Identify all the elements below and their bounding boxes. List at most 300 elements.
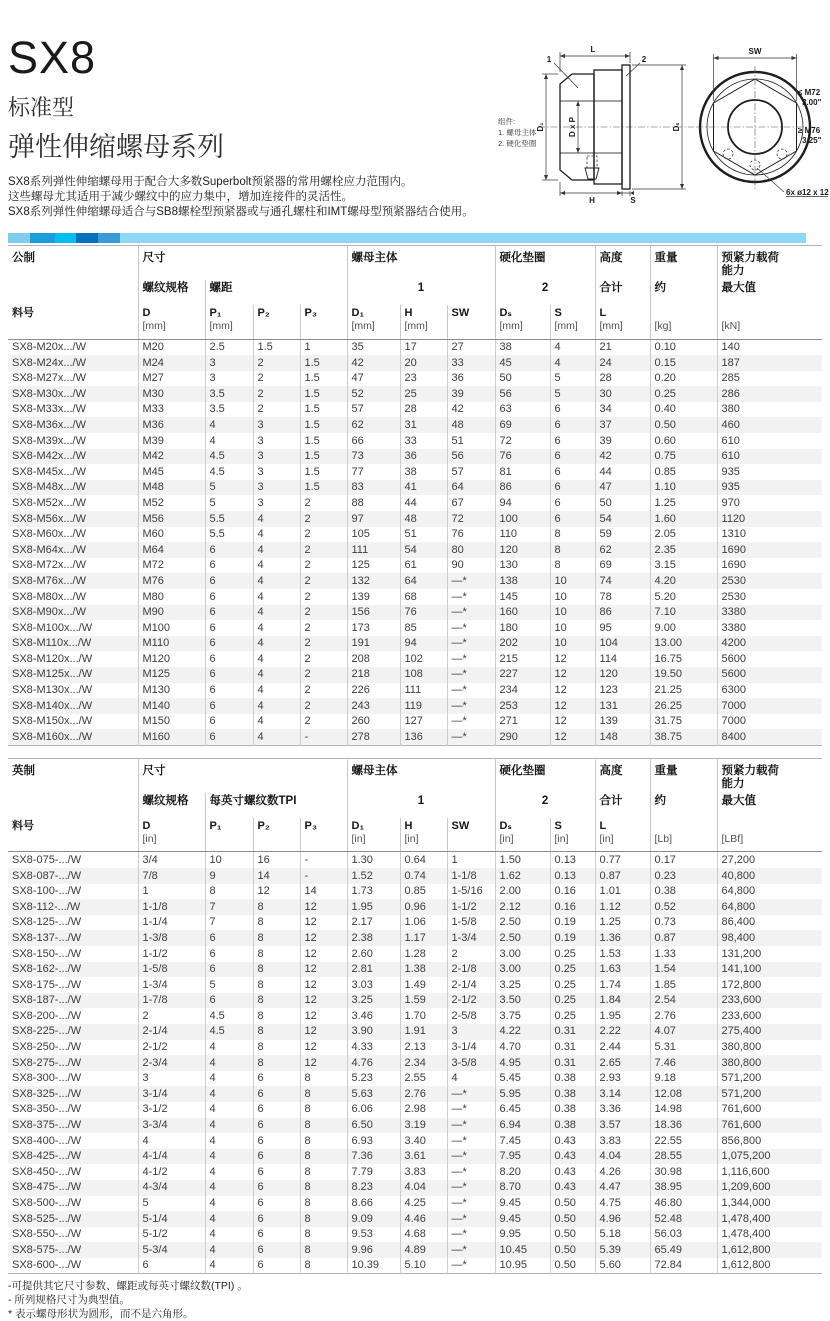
value-cell: 1-5/8 [138, 962, 205, 978]
value-cell: 8 [550, 527, 595, 543]
value-cell: 2.17 [347, 915, 400, 931]
header-cell: 合计 [595, 280, 650, 305]
value-cell: 12 [300, 977, 347, 993]
header-row [8, 818, 822, 852]
value-cell: 1.36 [595, 930, 650, 946]
value-cell: 6 [550, 495, 595, 511]
value-cell: 2.5 [205, 339, 253, 355]
header-cell: 最大值 [717, 793, 822, 818]
part-number-cell: SX8-100-.../W [12, 885, 82, 898]
value-cell: 1.84 [595, 993, 650, 1009]
value-cell: 5.5 [205, 511, 253, 527]
value-cell: 6 [253, 1118, 300, 1134]
value-cell: 6 [253, 1164, 300, 1180]
value-cell: 17 [400, 339, 447, 355]
value-cell: 4.47 [595, 1180, 650, 1196]
value-cell: 218 [347, 667, 400, 683]
value-cell: 3.5 [205, 402, 253, 418]
value-cell: 7000 [717, 698, 822, 714]
value-cell: 3 [447, 1024, 495, 1040]
value-cell: 2530 [717, 573, 822, 589]
value-cell: M110 [138, 636, 205, 652]
value-cell: 8 [253, 993, 300, 1009]
value-cell: 8 [253, 1008, 300, 1024]
value-cell: 62 [347, 417, 400, 433]
value-cell: 0.25 [550, 946, 595, 962]
value-cell: M20 [138, 339, 205, 355]
part-number-cell: SX8-M120x.../W [12, 652, 93, 665]
value-cell: 4 [205, 1133, 253, 1149]
part-number-cell: SX8-150-.../W [12, 947, 82, 960]
value-cell: 7 [205, 915, 253, 931]
header-cell: L [in] [595, 818, 650, 852]
value-cell: 0.43 [550, 1180, 595, 1196]
value-cell: 3-1/2 [138, 1102, 205, 1118]
value-cell: 50 [495, 371, 550, 387]
value-cell: 0.20 [650, 371, 717, 387]
header-cell: 螺母主体 [347, 758, 495, 793]
value-cell: 156 [347, 605, 400, 621]
value-cell: 57 [447, 464, 495, 480]
value-cell: M130 [138, 683, 205, 699]
value-cell: 0.23 [650, 868, 717, 884]
value-cell: 1.73 [347, 884, 400, 900]
value-cell: 1-5/8 [447, 915, 495, 931]
value-cell: 1 [138, 884, 205, 900]
value-cell: 120 [595, 667, 650, 683]
part-number-cell: SX8-M140x.../W [12, 699, 93, 712]
value-cell: 131,200 [717, 946, 822, 962]
value-cell: 1.5 [300, 417, 347, 433]
value-cell: 47 [595, 480, 650, 496]
value-cell: 0.25 [550, 993, 595, 1009]
header-cell: 约 [650, 793, 717, 818]
dim-label-SW: SW [748, 47, 762, 56]
value-cell: 102 [400, 651, 447, 667]
value-cell: 6 [253, 1102, 300, 1118]
value-cell: 0.43 [550, 1164, 595, 1180]
header-cell: 2 [495, 793, 595, 818]
value-cell: 233,600 [717, 993, 822, 1009]
value-cell: M140 [138, 698, 205, 714]
value-cell: 27,200 [717, 852, 822, 868]
size-note-m72: ≤ M72 [798, 88, 821, 97]
part-number-cell: SX8-M90x.../W [12, 606, 86, 619]
value-cell: 0.38 [550, 1118, 595, 1134]
value-cell: 2.65 [595, 1055, 650, 1071]
value-cell: 4.76 [347, 1055, 400, 1071]
value-cell: 111 [400, 683, 447, 699]
value-cell: 0.38 [550, 1071, 595, 1087]
value-cell: —* [447, 636, 495, 652]
value-cell: 1.25 [595, 915, 650, 931]
part-number-cell: SX8-M100x.../W [12, 621, 93, 634]
value-cell: 37 [595, 417, 650, 433]
value-cell: 1.5 [300, 464, 347, 480]
header-cell: P₃ [300, 305, 347, 339]
value-cell: 13.00 [650, 636, 717, 652]
value-cell: 380 [717, 402, 822, 418]
value-cell: 6 [205, 605, 253, 621]
value-cell: 275,400 [717, 1024, 822, 1040]
value-cell: 1 [300, 339, 347, 355]
value-cell: 6 [550, 417, 595, 433]
table-row [8, 1180, 822, 1196]
value-cell: 2.60 [347, 946, 400, 962]
value-cell: 0.96 [400, 899, 447, 915]
value-cell: 0.50 [550, 1196, 595, 1212]
value-cell: 0.50 [550, 1211, 595, 1227]
value-cell: 4.25 [400, 1196, 447, 1212]
value-cell: 1.06 [400, 915, 447, 931]
value-cell: 8 [300, 1118, 347, 1134]
value-cell: 2 [300, 605, 347, 621]
value-cell: 173 [347, 620, 400, 636]
value-cell: 1,116,600 [717, 1164, 822, 1180]
value-cell: 6 [205, 636, 253, 652]
table-row [8, 1133, 822, 1149]
value-cell: 1-3/4 [138, 977, 205, 993]
value-cell: 6 [205, 667, 253, 683]
value-cell: 1 [447, 852, 495, 868]
value-cell: 6 [253, 1086, 300, 1102]
value-cell: 4 [253, 527, 300, 543]
value-cell: 66 [347, 433, 400, 449]
value-cell: 127 [400, 714, 447, 730]
value-cell: 4 [205, 1040, 253, 1056]
value-cell: 4.95 [495, 1055, 550, 1071]
value-cell: 20 [400, 355, 447, 371]
value-cell: 180 [495, 620, 550, 636]
description-line: 这些螺母尤其适用于减少螺纹中的应力集中，增加连接件的灵活性。 [8, 191, 353, 203]
value-cell: 4.04 [595, 1149, 650, 1165]
value-cell: 12 [300, 930, 347, 946]
part-number-cell: SX8-087-.../W [12, 869, 82, 882]
value-cell: M80 [138, 589, 205, 605]
value-cell: 4 [253, 511, 300, 527]
value-cell: 1690 [717, 542, 822, 558]
value-cell: 3.61 [400, 1149, 447, 1165]
value-cell: 5.23 [347, 1071, 400, 1087]
value-cell: 10.39 [347, 1258, 400, 1274]
value-cell: 1.33 [650, 946, 717, 962]
value-cell: —* [447, 698, 495, 714]
value-cell: 8 [253, 899, 300, 915]
value-cell: 28 [595, 371, 650, 387]
value-cell: 4.96 [595, 1211, 650, 1227]
value-cell: 0.31 [550, 1055, 595, 1071]
value-cell: 1.5 [300, 433, 347, 449]
value-cell: 110 [495, 527, 550, 543]
value-cell: 2.55 [400, 1071, 447, 1087]
value-cell: 3.57 [595, 1118, 650, 1134]
value-cell: 123 [595, 683, 650, 699]
value-cell: —* [447, 1258, 495, 1274]
value-cell: 4 [205, 1118, 253, 1134]
value-cell: 4 [205, 1055, 253, 1071]
header-cell: SW [447, 818, 495, 852]
footnote-line: - 所列规格尺寸为典型值。 [8, 1294, 130, 1307]
value-cell: 120 [495, 542, 550, 558]
value-cell: 1.70 [400, 1008, 447, 1024]
part-number-cell: SX8-M20x.../W [12, 341, 86, 353]
value-cell: M30 [138, 386, 205, 402]
value-cell: 3.15 [650, 558, 717, 574]
value-cell: 3 [253, 480, 300, 496]
value-cell: 4 [205, 1180, 253, 1196]
value-cell: 4.68 [400, 1227, 447, 1243]
value-cell: 69 [495, 417, 550, 433]
value-cell: 6.45 [495, 1102, 550, 1118]
value-cell: 6 [205, 620, 253, 636]
value-cell: 16.75 [650, 651, 717, 667]
table-row [8, 1196, 822, 1212]
table-row [8, 511, 822, 527]
value-cell: 45 [495, 355, 550, 371]
value-cell: 2 [300, 636, 347, 652]
table-row [8, 1086, 822, 1102]
value-cell: 10.45 [495, 1242, 550, 1258]
value-cell: 2 [300, 511, 347, 527]
value-cell: 234 [495, 683, 550, 699]
header-cell [8, 280, 138, 305]
value-cell: 226 [347, 683, 400, 699]
value-cell: 52.48 [650, 1211, 717, 1227]
table-row [8, 527, 822, 543]
value-cell: 4 [205, 1258, 253, 1274]
value-cell: 14 [300, 884, 347, 900]
header-cell: 预紧力载荷 能力 [717, 246, 822, 281]
value-cell: 6 [205, 683, 253, 699]
header-cell: P₁ [mm] [205, 305, 253, 339]
value-cell: 6 [205, 573, 253, 589]
value-cell: 2.54 [650, 993, 717, 1009]
value-cell: 2-3/4 [138, 1055, 205, 1071]
value-cell: 172,800 [717, 977, 822, 993]
value-cell: 5 [550, 371, 595, 387]
value-cell: 39 [595, 433, 650, 449]
value-cell: 1.10 [650, 480, 717, 496]
value-cell: 6 [205, 558, 253, 574]
value-cell: 1-5/16 [447, 884, 495, 900]
header-cell: SW [447, 305, 495, 339]
value-cell: M48 [138, 480, 205, 496]
part-number-cell: SX8-M52x.../W [12, 496, 86, 509]
value-cell: 2-1/2 [447, 993, 495, 1009]
header-cell: [kg] [650, 305, 717, 339]
holes-note: 6x ø12 x 12 [786, 188, 829, 197]
value-cell: 148 [595, 729, 650, 745]
value-cell: 4 [253, 589, 300, 605]
value-cell: 1,478,400 [717, 1227, 822, 1243]
value-cell: 54 [595, 511, 650, 527]
value-cell: 2-1/8 [447, 962, 495, 978]
value-cell: 42 [347, 355, 400, 371]
value-cell: 6 [205, 589, 253, 605]
value-cell: 1-1/4 [138, 915, 205, 931]
table-row [8, 542, 822, 558]
value-cell: 12 [300, 946, 347, 962]
value-cell: 12 [550, 698, 595, 714]
value-cell: 2 [300, 558, 347, 574]
value-cell: 1-7/8 [138, 993, 205, 1009]
part-number-cell: SX8-M80x.../W [12, 590, 86, 603]
table-row [8, 589, 822, 605]
value-cell: —* [447, 1133, 495, 1149]
value-cell: —* [447, 651, 495, 667]
value-cell: 5 [205, 480, 253, 496]
value-cell: 35 [347, 339, 400, 355]
value-cell: 4 [253, 667, 300, 683]
table-row [8, 714, 822, 730]
value-cell: 1.30 [347, 852, 400, 868]
value-cell: 4.20 [650, 573, 717, 589]
value-cell: 4 [550, 355, 595, 371]
value-cell: 78 [595, 589, 650, 605]
part-number-cell: SX8-M30x.../W [12, 387, 86, 400]
part-number-cell: SX8-M36x.../W [12, 418, 86, 431]
header-cell: 最大值 [717, 280, 822, 305]
table-row [8, 930, 822, 946]
table-row [8, 962, 822, 978]
dim-label-S: S [630, 196, 636, 204]
part-number-cell: SX8-162-.../W [12, 963, 82, 976]
value-cell: M100 [138, 620, 205, 636]
table-row [8, 402, 822, 418]
value-cell: 42 [447, 402, 495, 418]
value-cell: 76 [400, 605, 447, 621]
table-row [8, 946, 822, 962]
value-cell: 12 [253, 884, 300, 900]
value-cell: 3.00 [495, 946, 550, 962]
value-cell: 6 [205, 651, 253, 667]
value-cell: 2 [138, 1008, 205, 1024]
size-note-325: 3.25" [802, 136, 822, 145]
value-cell: 1310 [717, 527, 822, 543]
value-cell: 10 [550, 636, 595, 652]
table-row [8, 573, 822, 589]
value-cell: 2-1/2 [138, 1040, 205, 1056]
value-cell: M90 [138, 605, 205, 621]
header-cell: D [mm] [138, 305, 205, 339]
header-cell: P₂ [253, 818, 300, 852]
value-cell: 6 [253, 1196, 300, 1212]
value-cell: 27 [447, 339, 495, 355]
value-cell: 3.83 [595, 1133, 650, 1149]
value-cell: 4 [253, 620, 300, 636]
value-cell: 5600 [717, 651, 822, 667]
value-cell: —* [447, 683, 495, 699]
value-cell: 4.89 [400, 1242, 447, 1258]
value-cell: M125 [138, 667, 205, 683]
value-cell: 243 [347, 698, 400, 714]
value-cell: 6.94 [495, 1118, 550, 1134]
value-cell: 4 [253, 573, 300, 589]
part-number-cell: SX8-M24x.../W [12, 356, 86, 369]
part-number-cell: SX8-M76x.../W [12, 574, 86, 587]
table-row [8, 1008, 822, 1024]
value-cell: 1.25 [650, 495, 717, 511]
value-cell: 3.25 [495, 977, 550, 993]
value-cell: 2.05 [650, 527, 717, 543]
part-number-cell: SX8-450-.../W [12, 1165, 82, 1178]
value-cell: 2 [300, 667, 347, 683]
value-cell: 1120 [717, 511, 822, 527]
value-cell: 3.03 [347, 977, 400, 993]
value-cell: 571,200 [717, 1086, 822, 1102]
header-cell: D₁ [mm] [347, 305, 400, 339]
table-row [8, 899, 822, 915]
page-subtitle-series: 弹性伸缩螺母系列 [8, 132, 224, 162]
value-cell: 4 [205, 1227, 253, 1243]
value-cell: 3 [253, 449, 300, 465]
value-cell: 25 [400, 386, 447, 402]
value-cell: 2 [253, 371, 300, 387]
value-cell: 1.5 [253, 339, 300, 355]
value-cell: M36 [138, 417, 205, 433]
value-cell: 28 [400, 402, 447, 418]
part-number-cell: SX8-075-.../W [12, 853, 82, 866]
value-cell: 74 [595, 573, 650, 589]
value-cell: 108 [400, 667, 447, 683]
value-cell: 0.31 [550, 1024, 595, 1040]
value-cell: 86 [595, 605, 650, 621]
value-cell: 132 [347, 573, 400, 589]
value-cell: 50 [595, 495, 650, 511]
value-cell: 3 [253, 417, 300, 433]
nut-drawing-svg [498, 32, 830, 204]
value-cell: 0.25 [550, 962, 595, 978]
value-cell: 2 [253, 355, 300, 371]
value-cell: 4.5 [205, 1024, 253, 1040]
header-row [8, 305, 822, 339]
value-cell: 7 [205, 899, 253, 915]
footnote-line: -可提供其它尺寸参数、螺距或每英寸螺纹数(TPI) 。 [8, 1280, 248, 1293]
value-cell: 10 [550, 605, 595, 621]
value-cell: 0.77 [595, 852, 650, 868]
value-cell: 8 [205, 884, 253, 900]
value-cell: 111 [347, 542, 400, 558]
value-cell: 2.38 [347, 930, 400, 946]
value-cell: 6 [205, 962, 253, 978]
value-cell: 8 [550, 558, 595, 574]
value-cell: 8 [300, 1180, 347, 1196]
color-bar-segment [30, 233, 55, 243]
value-cell: 3/4 [138, 852, 205, 868]
value-cell: 2-1/4 [138, 1024, 205, 1040]
value-cell: 12 [300, 1040, 347, 1056]
value-cell: 191 [347, 636, 400, 652]
color-bar-segment [120, 233, 806, 243]
table-row [8, 729, 822, 745]
value-cell: 47 [347, 371, 400, 387]
value-cell: 12 [300, 915, 347, 931]
value-cell: —* [447, 1102, 495, 1118]
value-cell: 4 [138, 1133, 205, 1149]
value-cell: 4.5 [205, 449, 253, 465]
header-cell: Dₛ [mm] [495, 305, 550, 339]
table-row [8, 371, 822, 387]
header-cell: 高度 [595, 246, 650, 281]
value-cell: 1.38 [400, 962, 447, 978]
drawing-legend-title: 组件: [498, 117, 516, 126]
value-cell: 12 [550, 667, 595, 683]
value-cell: 0.64 [400, 852, 447, 868]
value-cell: 62 [595, 542, 650, 558]
value-cell: 141,100 [717, 962, 822, 978]
value-cell: 2.50 [495, 930, 550, 946]
value-cell: 10 [550, 573, 595, 589]
